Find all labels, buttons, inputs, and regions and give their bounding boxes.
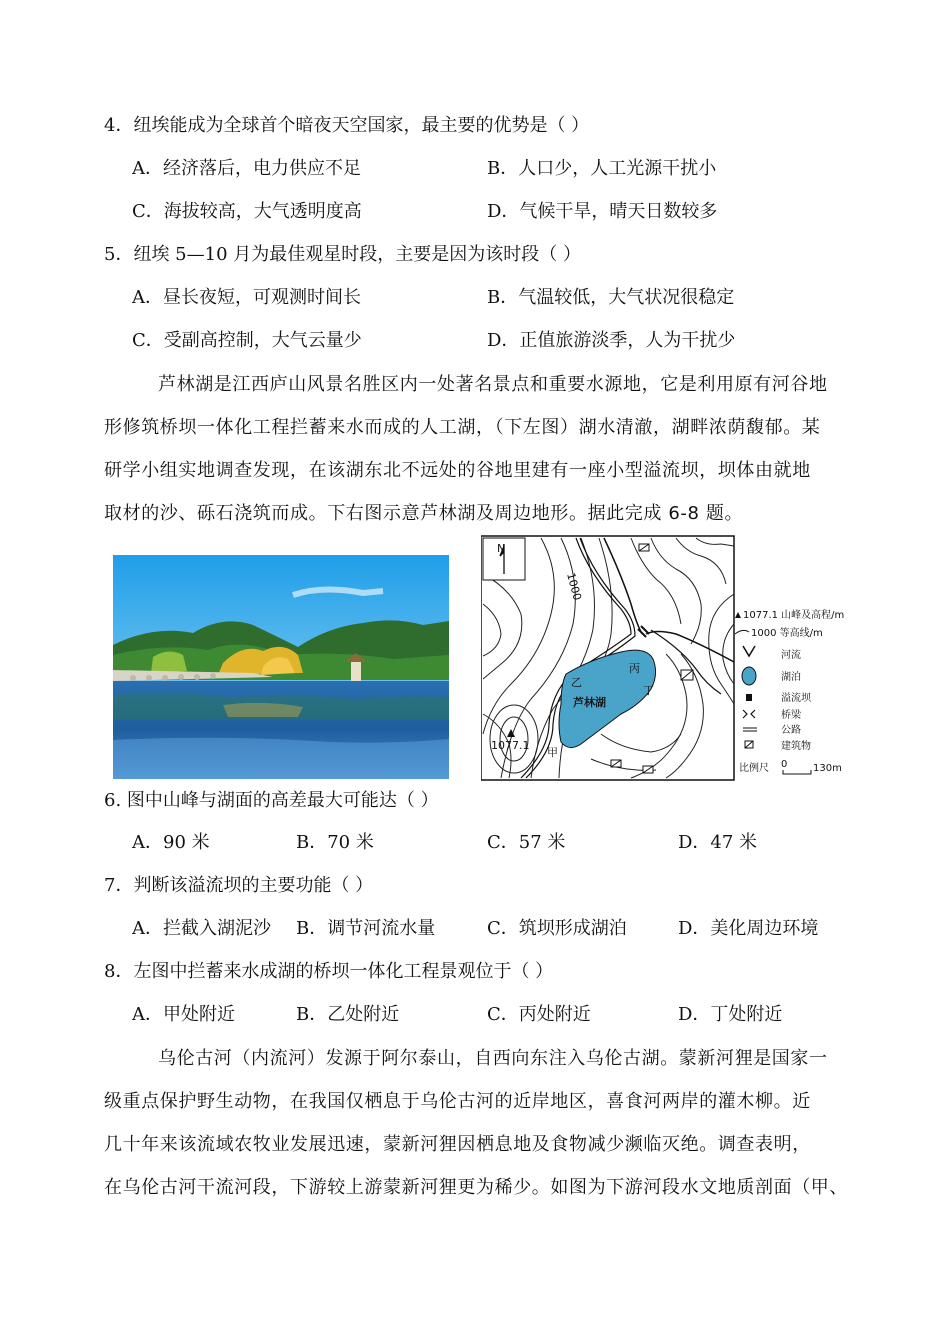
q6-option-b: B．70 米 (296, 832, 374, 853)
q8-option-c: C．丙处附近 (487, 1004, 591, 1025)
question-7-stem: 7．判断该溢流坝的主要功能（ ） (104, 875, 374, 896)
legend-scale-value: 130m (813, 763, 842, 774)
q6-option-a: A．90 米 (132, 832, 210, 853)
q6-option-c: C．57 米 (487, 832, 566, 853)
legend-peak: 1077.1 山峰及高程/m (743, 610, 845, 621)
q7-option-d: D．美化周边环境 (678, 918, 819, 939)
point-jia: 甲 (547, 746, 558, 759)
legend-contour: 1000 等高线/m (751, 628, 823, 639)
legend-building: 建筑物 (781, 741, 811, 752)
point-yi: 乙 (571, 676, 582, 689)
point-ding: 丁 (643, 684, 654, 697)
passage-1-line-2: 形修筑桥坝一体化工程拦蓄来水而成的人工湖，（下左图）湖水清澈，湖畔浓荫馥郁。某 (104, 417, 821, 438)
passage-2-line-3: 几十年来该流域农牧业发展迅速，蒙新河狸因栖息地及食物减少濒临灭绝。调查表明， (104, 1134, 811, 1155)
question-5-stem: 5．纽埃 5—10 月为最佳观星时段，主要是因为该时段（ ） (104, 244, 581, 265)
legend-scale-label: 比例尺 (739, 763, 769, 774)
passage-2-line-1: 乌伦古河（内流河）发源于阿尔泰山，自西向东注入乌伦古湖。蒙新河狸是国家一 (158, 1048, 828, 1069)
passage-1-line-3: 研学小组实地调查发现，在该湖东北不远处的谷地里建有一座小型溢流坝，坝体由就地 (104, 460, 811, 481)
passage-1-line-4: 取材的沙、砾石浇筑而成。下右图示意芦林湖及周边地形。据此完成 6-8 题。 (104, 503, 744, 524)
question-8-stem: 8．左图中拦蓄来水成湖的桥坝一体化工程景观位于（ ） (104, 961, 554, 982)
lake-photo-drawing (113, 555, 449, 779)
q5-option-b: B．气温较低，大气状况很稳定 (487, 287, 735, 308)
legend-dam: 溢流坝 (781, 693, 811, 704)
legend-lake: 湖泊 (781, 672, 801, 683)
question-4-stem: 4．纽埃能成为全球首个暗夜天空国家，最主要的优势是（ ） (104, 115, 590, 136)
passage-1-line-1: 芦林湖是江西庐山风景名胜区内一处著名景点和重要水源地，它是利用原有河谷地 (158, 374, 828, 395)
passage-2-line-2: 级重点保护野生动物，在我国仅栖息于乌伦古河的近岸地区，喜食河两岸的灌木柳。近 (104, 1091, 811, 1112)
lake-photo (113, 555, 449, 779)
contour-1000-label: 1000 (564, 571, 584, 602)
q4-option-d: D．气候干旱，晴天日数较多 (487, 201, 718, 222)
north-label: N (497, 542, 506, 555)
topographic-map-drawing (481, 534, 866, 784)
peak-label: 1077.1 (491, 739, 530, 752)
legend-road: 公路 (781, 725, 801, 736)
q8-option-a: A．甲处附近 (132, 1004, 235, 1025)
q5-option-c: C．受副高控制，大气云量少 (132, 330, 362, 351)
lake-topographic-map (481, 534, 866, 784)
q7-option-c: C．筑坝形成湖泊 (487, 918, 627, 939)
q6-option-d: D．47 米 (678, 832, 758, 853)
legend-scale-zero: 0 (781, 759, 788, 770)
q8-option-b: B．乙处附近 (296, 1004, 400, 1025)
question-6-stem: 6. 图中山峰与湖面的高差最大可能达（ ） (104, 790, 439, 811)
legend-bridge: 桥梁 (781, 710, 801, 721)
q4-option-c: C．海拔较高，大气透明度高 (132, 201, 362, 222)
lake-label: 芦林湖 (573, 696, 606, 709)
q5-option-a: A．昼长夜短，可观测时间长 (132, 287, 361, 308)
q4-option-b: B．人口少，人工光源干扰小 (487, 158, 717, 179)
q7-option-a: A．拦截入湖泥沙 (132, 918, 271, 939)
q7-option-b: B．调节河流水量 (296, 918, 436, 939)
q8-option-d: D．丁处附近 (678, 1004, 783, 1025)
point-bing: 丙 (629, 662, 640, 675)
legend-river: 河流 (781, 650, 801, 661)
passage-2-line-4: 在乌伦古河干流河段，下游较上游蒙新河狸更为稀少。如图为下游河段水文地质剖面（甲、 (104, 1177, 848, 1198)
q4-option-a: A．经济落后，电力供应不足 (132, 158, 361, 179)
q5-option-d: D．正值旅游淡季，人为干扰少 (487, 330, 736, 351)
